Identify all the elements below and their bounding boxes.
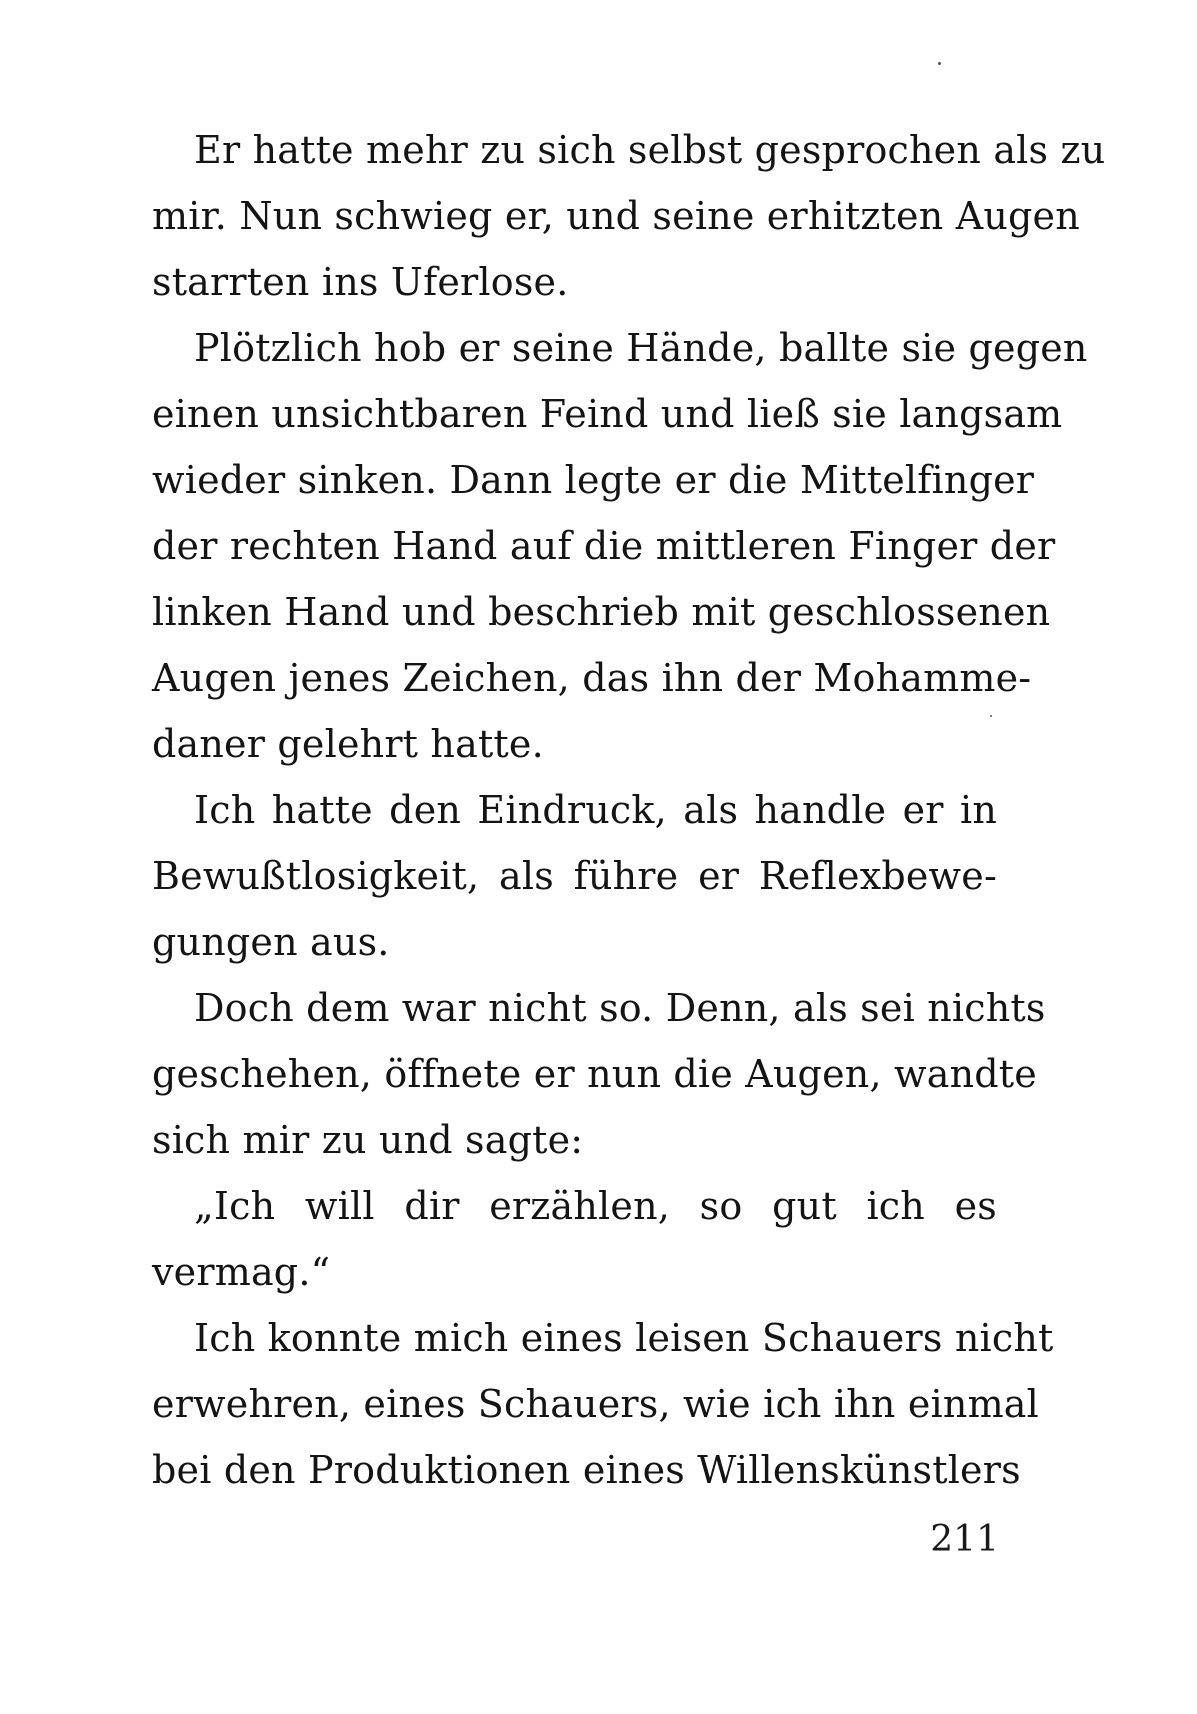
text-line: Ich konnte mich eines leisen Schauers nicht: [194, 1316, 1054, 1360]
text-line: Ich hatte den Eindruck, als handle er in: [194, 788, 997, 832]
text-line: Er hatte mehr zu sich selbst gesprochen als zu: [194, 128, 1106, 172]
text-line: Augen jenes Zeichen, das ihn der Mohamme-: [152, 656, 1032, 700]
body-text: [152, 117, 1106, 1503]
text-line: mir. Nun schwieg er, und seine erhitzten Augen: [152, 194, 1080, 238]
paper-speck: [938, 62, 941, 65]
text-line: daner gelehrt hatte.: [152, 722, 544, 766]
text-line: geschehen, öffnete er nun die Augen, wandte: [152, 1052, 1037, 1096]
text-line: der rechten Hand auf die mittleren Finger der: [152, 524, 1056, 568]
text-line: linken Hand und beschrieb mit geschlossenen: [152, 590, 1051, 634]
text-line: starrten ins Uferlose.: [152, 260, 569, 304]
text-line: bei den Produktionen eines Willenskünstlers: [152, 1448, 1021, 1492]
text-line: Doch dem war nicht so. Denn, als sei nichts: [194, 986, 1046, 1030]
text-line: einen unsichtbaren Feind und ließ sie langsam: [152, 392, 1063, 436]
text-line: erwehren, eines Schauers, wie ich ihn einmal: [152, 1382, 1040, 1426]
text-line: Bewußtlosigkeit, als führe er Reflexbewe-: [152, 854, 997, 898]
text-line: sich mir zu und sagte:: [152, 1118, 584, 1162]
text-line: vermag.“: [152, 1250, 331, 1294]
page-number: 211: [930, 1519, 999, 1560]
text-line: wieder sinken. Dann legte er die Mittelfinger: [152, 458, 1035, 502]
text-line: gungen aus.: [152, 920, 390, 964]
text-line: „Ich will dir erzählen, so gut ich es: [194, 1184, 997, 1228]
text-line: Plötzlich hob er seine Hände, ballte sie gegen: [194, 326, 1088, 370]
